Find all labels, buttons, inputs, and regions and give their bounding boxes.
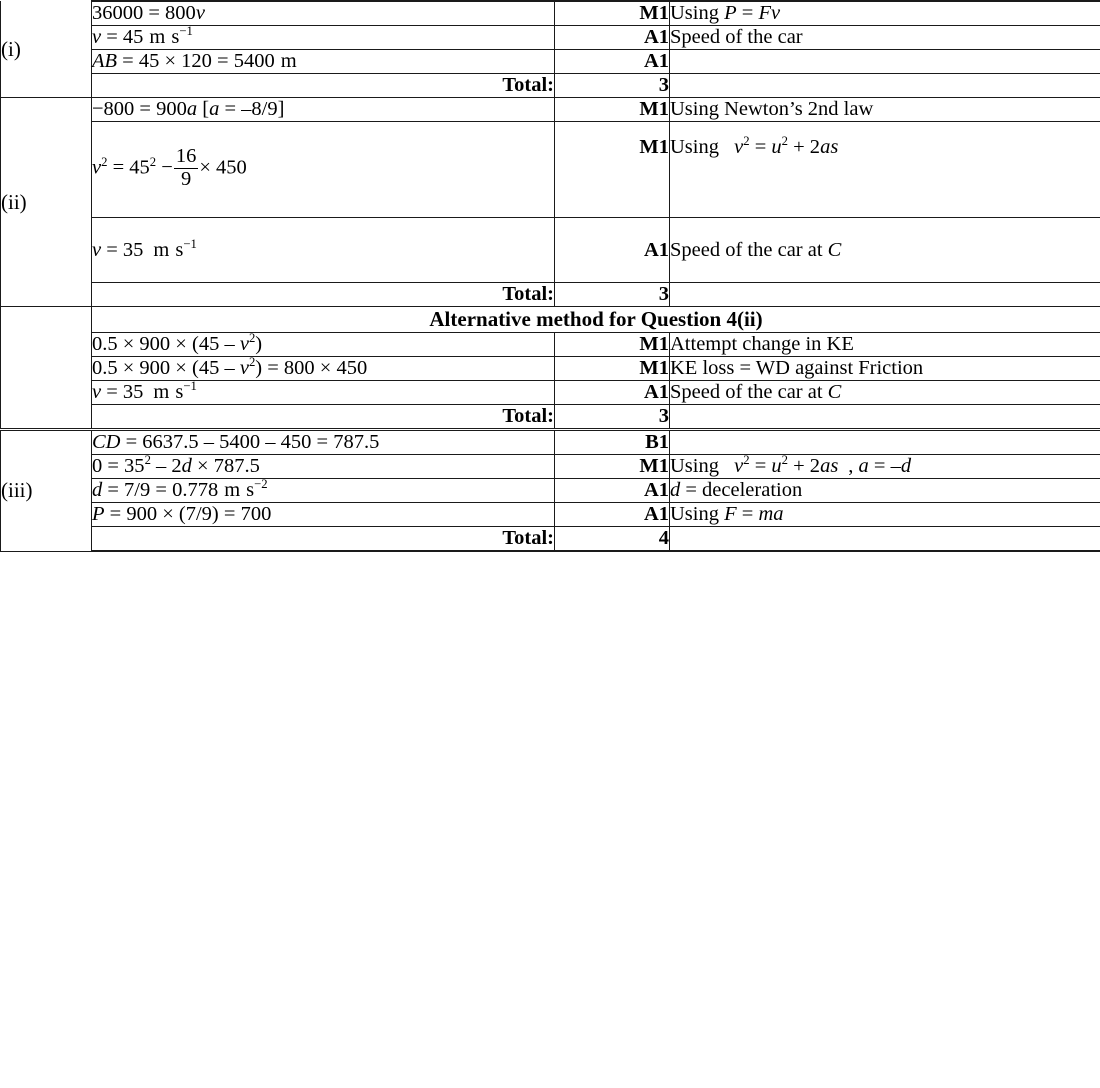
mark-cell: A1 (555, 381, 670, 405)
table-row-alt-header (1, 307, 1100, 333)
working-cell: v = 45 m $s^{-1}$ (92, 26, 555, 50)
mark-cell: A1 (555, 50, 670, 74)
table-row (1, 479, 1100, 503)
mark-cell: A1 (555, 503, 670, 527)
comment-cell: Using $v^2 = u^2 + 2as$ (670, 122, 1100, 218)
working-cell: v = 35 m $s^{-1}$ (92, 381, 555, 405)
table-row (1, 218, 1100, 283)
mark-cell: M1 (555, 333, 670, 357)
total-label: Total: (92, 527, 555, 552)
total-label: Total: (92, 283, 555, 307)
table-row (1, 333, 1100, 357)
part-label-i: (i) (1, 1, 92, 98)
table-row-total (1, 527, 1100, 552)
working-cell: P = 900 × (7/9) = 700 (92, 503, 555, 527)
mark-scheme-body (1, 1, 1100, 551)
comment-cell: Attempt change in KE (670, 333, 1100, 357)
table-row-total (1, 405, 1100, 430)
comment-cell: Using $v^2 = u^2 + 2as$ , a = –d (670, 455, 1100, 479)
part-label-iii: (iii) (1, 430, 92, 552)
table-row (1, 50, 1100, 74)
total-mark: 3 (555, 74, 670, 98)
comment-cell (670, 527, 1100, 552)
comment-cell (670, 283, 1100, 307)
working-cell: $0 = 35^2 - 2d \times 787.5$ (92, 455, 555, 479)
mark-cell: B1 (555, 430, 670, 455)
table-row (1, 26, 1100, 50)
mark-cell: A1 (555, 26, 670, 50)
table-row-total (1, 283, 1100, 307)
table-row (1, 122, 1100, 218)
part-label-blank (1, 307, 92, 430)
mark-cell: M1 (555, 1, 670, 26)
total-mark: 4 (555, 527, 670, 552)
working-cell: CD = 6637.5 – 5400 – 450 = 787.5 (92, 430, 555, 455)
comment-cell (670, 50, 1100, 74)
working-cell: $0.5 \times 900 \times (45 - v^2) = 800 \times 450$ (92, 357, 555, 381)
comment-cell: Speed of the car at C (670, 218, 1100, 283)
comment-cell (670, 405, 1100, 430)
comment-cell (670, 74, 1100, 98)
comment-cell: Speed of the car at C (670, 381, 1100, 405)
alternative-method-header: Alternative method for Question 4(ii) (92, 307, 1100, 333)
working-cell: 36000 = 800v (92, 1, 555, 26)
mark-cell: A1 (555, 479, 670, 503)
table-row (1, 357, 1100, 381)
table-row (1, 430, 1100, 455)
table-row (1, 1, 1100, 26)
mark-cell: M1 (555, 455, 670, 479)
comment-cell (670, 430, 1100, 455)
mark-cell: M1 (555, 357, 670, 381)
table-row (1, 98, 1100, 122)
table-row (1, 381, 1100, 405)
comment-cell: Using P = Fv (670, 1, 1100, 26)
comment-cell: Speed of the car (670, 26, 1100, 50)
mark-cell: M1 (555, 98, 670, 122)
working-cell: $v^2 = 45^2$ − $\frac{16}{9}$ × 450 (92, 122, 555, 218)
total-label: Total: (92, 74, 555, 98)
working-cell: −800 = 900a [a = –8/9] (92, 98, 555, 122)
total-mark: 3 (555, 283, 670, 307)
mark-cell: A1 (555, 218, 670, 283)
comment-cell: Using Newton’s 2nd law (670, 98, 1100, 122)
table-row-total (1, 74, 1100, 98)
table-row (1, 503, 1100, 527)
total-label: Total: (92, 405, 555, 430)
working-cell: AB = 45 × 120 = 5400 m (92, 50, 555, 74)
working-cell: $0.5 \times 900 \times (45 - v^2)$ (92, 333, 555, 357)
comment-cell: Using F = ma (670, 503, 1100, 527)
comment-cell: d = deceleration (670, 479, 1100, 503)
table-row (1, 455, 1100, 479)
working-cell: v = 35 m $s^{-1}$ (92, 218, 555, 283)
total-mark: 3 (555, 405, 670, 430)
mark-cell: M1 (555, 122, 670, 218)
comment-cell: KE loss = WD against Friction (670, 357, 1100, 381)
working-cell: d = 7/9 = 0.778 m $s^{-2}$ (92, 479, 555, 503)
part-label-ii: (ii) (1, 98, 92, 307)
